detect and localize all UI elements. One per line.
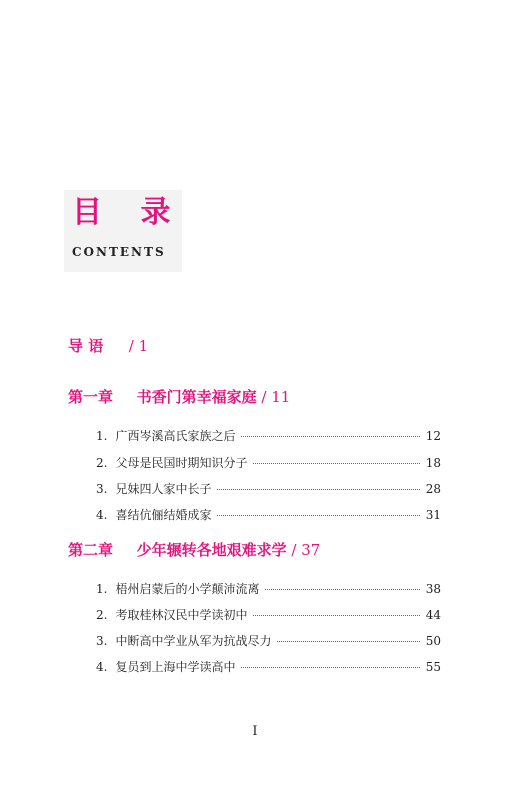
- entry-number: 4.: [96, 508, 108, 522]
- entry-title: 中断高中学业从军为抗战尽力: [115, 634, 272, 648]
- toc-entry[interactable]: [96, 428, 441, 444]
- leader-dots: [217, 514, 419, 516]
- entry-title: 父母是民国时期知识分子: [115, 456, 248, 470]
- toc-chapter-2[interactable]: [68, 543, 320, 558]
- toc-intro[interactable]: [68, 339, 148, 354]
- leader-dots: [241, 666, 419, 668]
- page-subtitle: CONTENTS: [72, 245, 166, 259]
- chapter-label: 第二章: [68, 541, 114, 559]
- chapter-title: 书香门第幸福家庭: [136, 388, 257, 406]
- toc-entry[interactable]: [96, 507, 441, 523]
- toc-entry[interactable]: [96, 633, 441, 649]
- entry-number: 1.: [96, 582, 108, 596]
- entry-number: 2.: [96, 608, 108, 622]
- entry-title: 喜结伉俪结婚成家: [115, 508, 212, 522]
- page-title: 目 录: [72, 195, 185, 230]
- leader-dots: [253, 462, 419, 464]
- entry-title: 兄妹四人家中长子: [115, 482, 212, 496]
- entry-number: 1.: [96, 429, 108, 443]
- entry-page: 12: [425, 429, 441, 443]
- chapter-title: 少年辗转各地艰难求学: [136, 541, 287, 559]
- leader-dots: [241, 435, 419, 437]
- leader-dots: [265, 588, 419, 590]
- leader-dots: [253, 614, 419, 616]
- page-number: I: [252, 724, 258, 739]
- entry-title: 梧州启蒙后的小学颠沛流离: [115, 582, 260, 596]
- toc-entry[interactable]: [96, 581, 441, 597]
- toc-entry[interactable]: [96, 481, 441, 497]
- entry-title: 复员到上海中学读高中: [115, 660, 236, 674]
- entry-title: 考取桂林汉民中学读初中: [115, 608, 248, 622]
- intro-page: / 1: [128, 337, 149, 355]
- chapter-page: / 11: [261, 388, 291, 406]
- entry-page: 38: [425, 582, 441, 596]
- toc-entry[interactable]: [96, 455, 441, 471]
- entry-page: 31: [425, 508, 441, 522]
- leader-dots: [277, 640, 419, 642]
- toc-chapter-1[interactable]: [68, 390, 290, 405]
- entry-page: 44: [425, 608, 441, 622]
- intro-label: 导 语: [68, 337, 104, 355]
- toc-entry[interactable]: [96, 659, 441, 675]
- entry-page: 55: [425, 660, 441, 674]
- entry-page: 18: [425, 456, 441, 470]
- entry-number: 3.: [96, 634, 108, 648]
- entry-number: 3.: [96, 482, 108, 496]
- toc-entry[interactable]: [96, 607, 441, 623]
- chapter-label: 第一章: [68, 388, 114, 406]
- chapter-page: / 37: [291, 541, 321, 559]
- entry-page: 28: [425, 482, 441, 496]
- entry-page: 50: [425, 634, 441, 648]
- entry-number: 4.: [96, 660, 108, 674]
- entry-title: 广西岑溪高氏家族之后: [115, 429, 236, 443]
- entry-number: 2.: [96, 456, 108, 470]
- leader-dots: [217, 488, 419, 490]
